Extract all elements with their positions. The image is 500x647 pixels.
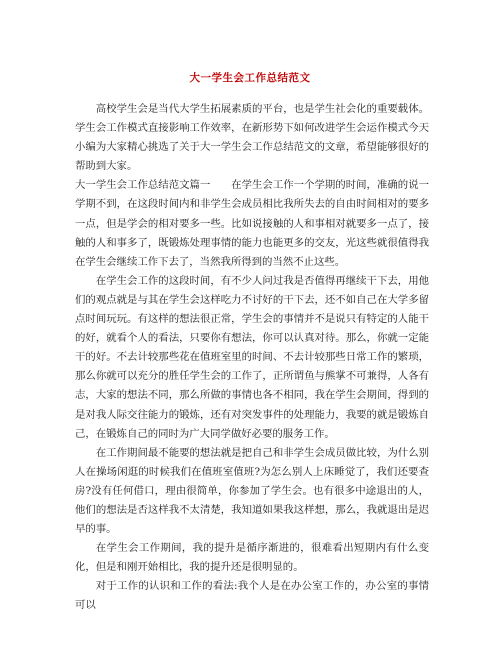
paragraph-no-comparison: 在工作期间最不能要的想法就是把自己和非学生会成员做比较，为什么别人在操场闲逛的时候我们在值班室值班?为怎么别人上床睡觉了，我们还要查房?没有任何借口，理由很简单，你参加了学生会。也有很多中途退出的人，他们的想法是否这样我不太清楚，我知道如果我这样想，那么，我就退出是迟早的事。 [75,446,429,536]
paragraph-worth-continuing: 在学生会工作的这段时间，有不少人问过我是否值得再继续干下去，用他们的观点就是与其在学生会这样吃力不讨好的干下去，还不如自己在大学多留点时间玩玩。有这样的想法很正常，学生会的事情并不是说只有特定的人能干的好，就看个人的看法，只要你有想法，你可以认真对待。那么，你就一定能干的好。不去计较那些花在值班室里的时间、不去计较那些日常工作的繁琐，那么你就可以充分的胜任学生会的工作了，正所谓鱼与熊掌不可兼得，人各有志，大家的想法不同，那么所做的事情也各不相同，我在学生会期间，得到的是对我人际交往能力的锻炼，还有对突发事件的处理能力，我要的就是锻炼自己，在锻炼自己的同时为广大同学做好必要的服务工作。 [75,274,429,440]
paragraph-work-views: 对于工作的认识和工作的看法:我个人是在办公室工作的，办公室的事情可以 [75,580,429,612]
paragraph-gradual-improvement: 在学生会工作期间，我的提升是循序渐进的，很难看出短期内有什么变化，但是和刚开始相比，我的提升还是很明显的。 [75,542,429,574]
document-title: 大一学生会工作总结范文 [189,72,311,84]
document-body [75,100,429,616]
paragraph-intro: 高校学生会是当代大学生拓展素质的平台，也是学生社会化的重要载体。学生会工作模式直接影响工作效率，在新形势下如何改进学生会运作模式今天小编为大家精心挑选了关于大一学生会工作总结范文的文章，希望能够很好的帮助到大家。 [75,103,429,173]
paragraph-article-one-opening: 大一学生会工作总结范文篇一 在学生会工作一个学期的时间，准确的说一学期不到，在这段时间内和非学生会成员相比我所失去的自由时间相对的要多一点，但是学会的相对要多一些。比如说接触的人和事相对就要多一点了，接触的人和事多了，既锻炼处理事情的能力也能更多的交友，光这些就很值得我在学生会继续工作下去了，当然我所得到的当然不止这些。 [75,179,429,268]
